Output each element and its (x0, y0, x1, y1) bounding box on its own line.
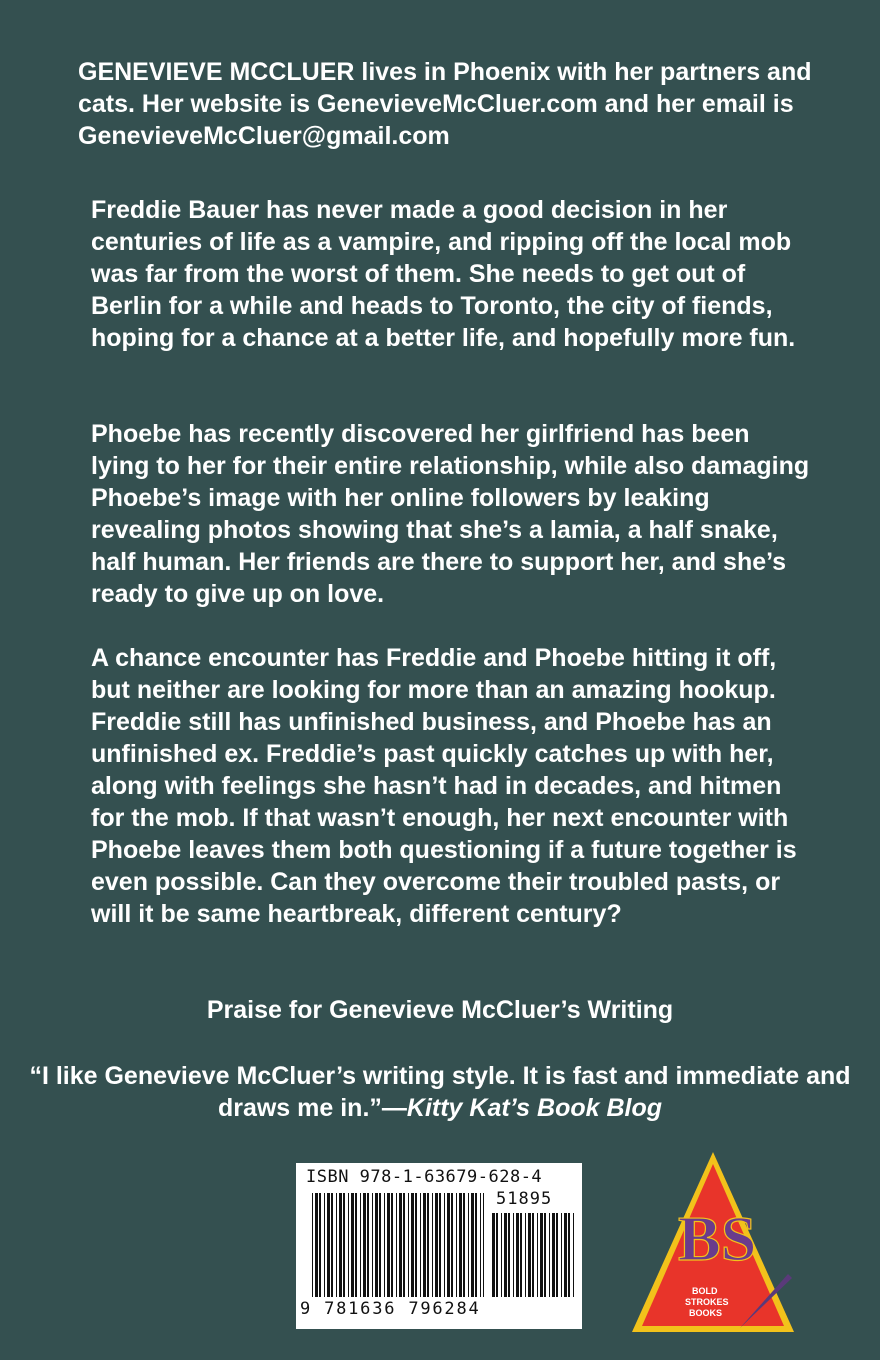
barcode-bar (540, 1213, 543, 1297)
barcode-bar (343, 1193, 345, 1297)
author-bio: GENEVIEVE MCCLUER lives in Phoenix with her partners and cats. Her website is GenevieveMcCluer.com and her email is GenevieveMcCluer@gmail.com (78, 58, 812, 150)
barcode-bar (568, 1213, 570, 1297)
barcode-bar (516, 1213, 519, 1297)
barcode-bar (435, 1193, 438, 1297)
quote-source: Kitty Kat’s Book Blog (406, 1094, 663, 1122)
logo-letter-b: BS (678, 1203, 757, 1274)
barcode-bar (447, 1193, 450, 1297)
barcode-bar (427, 1193, 429, 1297)
publisher-logo (628, 1148, 798, 1336)
barcode-bar (537, 1213, 538, 1297)
barcode-bar (399, 1193, 402, 1297)
barcode-bar (468, 1193, 469, 1297)
barcode-bar (315, 1193, 318, 1297)
barcode-bar (561, 1213, 562, 1297)
barcode-bar (411, 1193, 414, 1297)
barcode-bar (504, 1213, 507, 1297)
barcode-bar (501, 1213, 502, 1297)
barcode-bar (444, 1193, 445, 1297)
barcode-bar (532, 1213, 534, 1297)
barcode-bar (451, 1193, 453, 1297)
barcode-bar (475, 1193, 477, 1297)
barcode-bar (336, 1193, 337, 1297)
barcode-bar (367, 1193, 369, 1297)
barcode-bar (508, 1213, 510, 1297)
barcode-bar (573, 1213, 574, 1297)
barcode-digits: 9 781636 796284 (300, 1299, 481, 1319)
barcode-bar (372, 1193, 373, 1297)
barcode-bar (319, 1193, 321, 1297)
barcode-bar (544, 1213, 546, 1297)
isbn-label: ISBN 978-1-63679-628-4 (306, 1167, 543, 1187)
blurb-paragraph-1: Freddie Bauer has never made a good decision in her centuries of life as a vampire, and ripping off the local mob was far from the worst of them. She needs to get out of Berlin for a while and heads to Toronto, the city of fiends, hoping for a chance at a better life, and hopefully more fun. (91, 196, 796, 352)
barcode-bar (549, 1213, 550, 1297)
logo-line-1: BOLD (692, 1286, 718, 1296)
barcode-bar (324, 1193, 325, 1297)
barcode-bar (483, 1193, 484, 1297)
barcode-bar (439, 1193, 441, 1297)
praise-heading: Praise for Genevieve McCluer’s Writing (206, 996, 674, 1024)
quote-text: “I like Genevieve McCluer’s writing style. It is fast and immediate and draws me in.” (29, 1062, 851, 1122)
barcode-bar (375, 1193, 378, 1297)
barcode-bar (408, 1193, 409, 1297)
barcode-bar (552, 1213, 555, 1297)
barcode-bar (312, 1193, 313, 1297)
logo-line-3: BOOKS (689, 1308, 723, 1318)
barcode-bar (471, 1193, 474, 1297)
barcode-bar (415, 1193, 417, 1297)
barcode-bar (327, 1193, 330, 1297)
barcode-bar (403, 1193, 405, 1297)
barcode-bar (363, 1193, 366, 1297)
barcode-bar (525, 1213, 526, 1297)
logo-line-2: STROKES (685, 1297, 729, 1307)
barcode-bar (556, 1213, 558, 1297)
barcode-bar (456, 1193, 457, 1297)
barcode-bar (480, 1193, 481, 1297)
barcode-bar (348, 1193, 349, 1297)
barcode-bar (423, 1193, 426, 1297)
barcode-bar (391, 1193, 393, 1297)
blurb-paragraph-3: A chance encounter has Freddie and Phoebe hitting it off, but neither are looking for more than an amazing hookup. Freddie still has unfinished business, and Phoebe has an unfinished ex. Freddie’s past quickly catches up with her, along with feelings she hasn’t had in decades, and hitmen for the mob. If that wasn’t enough, her next encounter with Phoebe leaves them both questioning if a future together is even possible. Can they overcome their troubled pasts, or will it be same heartbreak, different century? (91, 644, 797, 928)
barcode-bar (463, 1193, 465, 1297)
barcode-bar (492, 1213, 495, 1297)
barcode-bar (331, 1193, 333, 1297)
barcode-bar (520, 1213, 522, 1297)
price-code: 51895 (496, 1189, 553, 1209)
barcode-bar (339, 1193, 342, 1297)
barcode-bar (420, 1193, 421, 1297)
barcode-bar (355, 1193, 357, 1297)
isbn-barcode (296, 1163, 582, 1329)
barcode-bar (360, 1193, 361, 1297)
barcode-bar (513, 1213, 514, 1297)
barcode-bar (396, 1193, 397, 1297)
barcode-bar (496, 1213, 498, 1297)
blurb-paragraph-2: Phoebe has recently discovered her girlfriend has been lying to her for their entire relationship, while also damaging Phoebe’s image with her online followers by leaking revealing photos showing that she’s a lamia, a half snake, half human. Her friends are there to support her, and she’s ready to give up on love. (91, 420, 810, 608)
praise-quote (0, 1060, 880, 1124)
barcode-bar (351, 1193, 354, 1297)
quote-dash: — (381, 1094, 407, 1122)
barcode-bar (387, 1193, 390, 1297)
barcode-bar (528, 1213, 531, 1297)
barcode-bar (459, 1193, 462, 1297)
barcode-bar (432, 1193, 433, 1297)
barcode-bar (384, 1193, 385, 1297)
barcode-bar (379, 1193, 381, 1297)
barcode-bar (564, 1213, 567, 1297)
